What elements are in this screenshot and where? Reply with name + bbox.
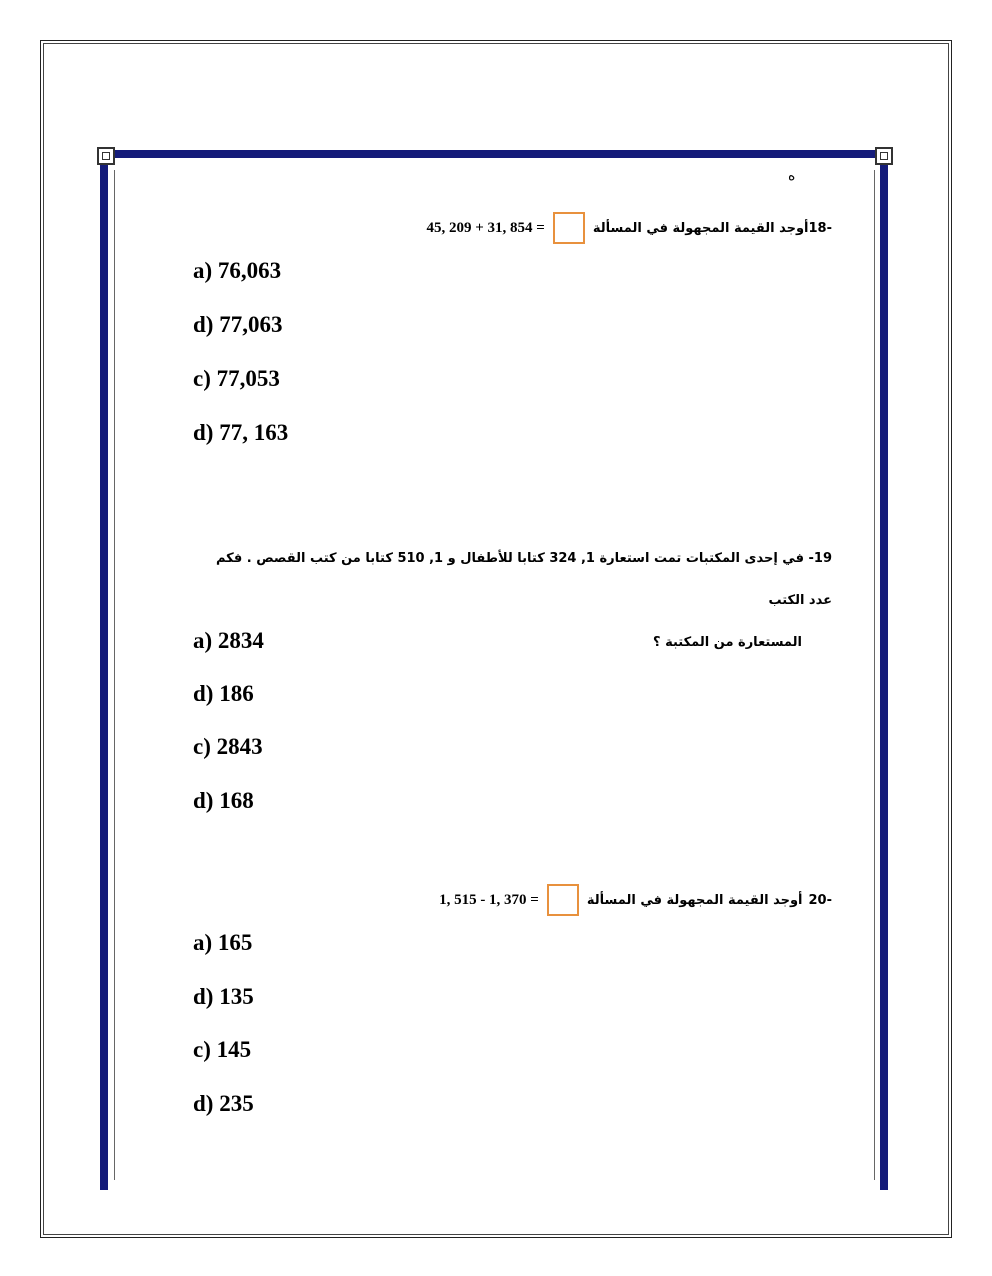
q20-option-1[interactable]: a) 165 [193,930,253,955]
q18-option-4[interactable]: d) 77, 163 [193,420,289,445]
question-19-line-2: المستعارة من المكتبة ؟ [653,635,802,650]
q20-option-4[interactable]: d) 235 [193,1091,254,1116]
border-inner-line-right [874,170,875,1180]
question-18-expression: 45, 209 + 31, 854 = [426,219,545,236]
corner-ornament-left [97,147,115,165]
page-number-mark: ه [788,168,796,184]
q18-option-3[interactable]: c) 77,053 [193,366,280,391]
answer-box-18[interactable] [553,212,585,244]
question-20-prompt: أوجد القيمة المجهولة في المسألة [586,892,803,908]
question-18-number: 18- [808,220,832,236]
q18-option-2[interactable]: d) 77,063 [193,312,283,337]
question-19-number: 19- [808,551,832,566]
question-18 [427,212,833,244]
answer-box-20[interactable] [547,884,579,916]
question-19-line-1: 19- في إحدى المكتبات تمت استعارة 1, 324 كتابا للأطفال و 1, 510 كتابا من كتب القصص . فكم عدد الكتب [215,551,832,608]
question-20 [439,884,832,916]
corner-ornament-right [875,147,893,165]
question-20-number: 20- [808,892,832,908]
question-20-expression: 1, 515 - 1, 370 = [439,891,539,908]
q19-option-2[interactable]: d) 186 [193,681,254,706]
q20-option-3[interactable]: c) 145 [193,1037,252,1062]
q19-option-3[interactable]: c) 2843 [193,734,263,759]
border-inner-line-left [114,170,115,1180]
question-19 [192,538,832,664]
q18-option-1[interactable]: a) 76,063 [193,258,282,283]
q20-option-2[interactable]: d) 135 [193,984,254,1009]
question-18-prompt: أوجد القيمة المجهولة في المسألة [592,220,809,236]
page-decorative-border [100,150,888,1190]
q19-option-1[interactable]: a) 2834 [193,628,264,653]
q19-option-4[interactable]: d) 168 [193,788,254,813]
